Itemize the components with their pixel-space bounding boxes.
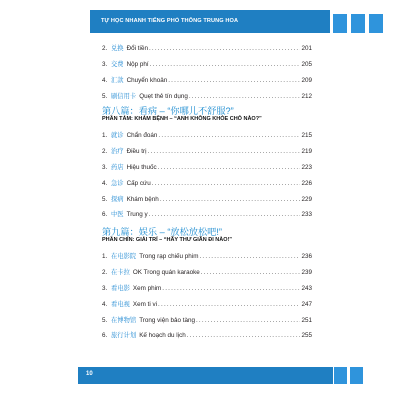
dot-leader <box>152 180 301 187</box>
toc-entry[interactable] <box>102 315 312 331</box>
entry-vietnamese: Chuyển khoản <box>126 76 168 84</box>
entry-page: 226 <box>301 179 312 187</box>
entry-page: 212 <box>301 92 312 100</box>
entry-page: 247 <box>301 300 312 308</box>
entry-chinese: 刷信用卡 <box>111 92 137 100</box>
entry-number: 3. <box>102 60 108 68</box>
toc-section-chapter-8 <box>102 130 312 225</box>
toc-section-top <box>102 43 312 107</box>
entry-vietnamese: Đổi tiền <box>126 45 148 52</box>
entry-vietnamese: Kế hoạch du lịch <box>139 332 186 340</box>
entry-number: 4. <box>102 300 108 308</box>
footer-decor-square <box>334 367 347 384</box>
dot-leader <box>148 148 301 155</box>
toc-entry[interactable] <box>102 146 312 162</box>
dot-leader <box>149 45 301 52</box>
chapter-8-title: 第八篇：看病 – “你哪儿不舒服?” <box>102 106 234 116</box>
entry-chinese: 汇款 <box>111 76 124 84</box>
entry-vietnamese: Xem phim <box>132 284 162 292</box>
entry-number: 2. <box>102 268 108 276</box>
dot-leader <box>150 61 301 68</box>
entry-chinese: 交费 <box>111 60 124 68</box>
entry-number: 2. <box>102 45 108 52</box>
entry-number: 1. <box>102 132 108 139</box>
entry-number: 1. <box>102 253 108 260</box>
entry-page: 209 <box>301 76 312 84</box>
entry-number: 2. <box>102 147 108 155</box>
entry-page: 236 <box>301 253 312 260</box>
entry-vietnamese: Quẹt thẻ tín dụng <box>139 92 188 100</box>
entry-page: 251 <box>301 316 312 324</box>
header-decor-square <box>369 14 383 33</box>
chapter-9-subtitle: PHẦN CHÍN: GIẢI TRÍ – “HÃY THƯ GIÃN ĐI NÀO!” <box>102 237 233 243</box>
toc-entry[interactable] <box>102 267 312 283</box>
entry-vietnamese: Nộp phí <box>126 60 149 68</box>
entry-vietnamese: Khám bệnh <box>126 195 159 203</box>
page-number: 10 <box>86 371 93 377</box>
toc-entry[interactable] <box>102 162 312 178</box>
entry-vietnamese: Trong viện bảo tàng <box>139 316 195 324</box>
entry-number: 3. <box>102 163 108 171</box>
dot-leader <box>187 332 301 339</box>
entry-number: 5. <box>102 195 108 203</box>
entry-number: 6. <box>102 211 108 219</box>
toc-entry[interactable] <box>102 283 312 299</box>
entry-chinese: 探病 <box>111 195 124 203</box>
entry-vietnamese: Cấp cứu <box>126 179 151 187</box>
entry-page: 239 <box>301 268 312 276</box>
header-decor-square <box>351 14 365 33</box>
dot-leader <box>201 269 301 276</box>
header-decor-square <box>333 14 347 33</box>
chapter-9-title: 第九篇：娱乐 – “放松放松吧!” <box>102 227 222 237</box>
entry-page: 205 <box>301 60 312 68</box>
entry-chinese: 在博物馆 <box>111 316 137 324</box>
dot-leader <box>158 301 300 308</box>
footer-decor-square <box>350 367 363 384</box>
entry-chinese: 治疗 <box>111 147 124 155</box>
dot-leader <box>196 317 301 324</box>
toc-entry[interactable] <box>102 43 312 59</box>
entry-vietnamese: Chẩn đoán <box>126 132 158 139</box>
entry-number: 5. <box>102 316 108 324</box>
entry-vietnamese: Trong rạp chiếu phim <box>139 253 199 260</box>
entry-chinese: 看电影 <box>111 284 130 292</box>
entry-page: 215 <box>301 132 312 139</box>
entry-number: 6. <box>102 332 108 340</box>
dot-leader <box>162 285 300 292</box>
toc-entry[interactable] <box>102 194 312 210</box>
entry-page: 233 <box>301 211 312 219</box>
dot-leader <box>168 77 300 84</box>
chapter-8-subtitle: PHẦN TÁM: KHÁM BỆNH – “ANH KHÔNG KHỎE CHỖ NÀO?” <box>102 116 262 122</box>
toc-entry[interactable] <box>102 75 312 91</box>
entry-chinese: 看电视 <box>111 300 130 308</box>
entry-page: 255 <box>301 332 312 340</box>
toc-section-chapter-9 <box>102 251 312 346</box>
entry-page: 243 <box>301 284 312 292</box>
dot-leader <box>158 132 300 139</box>
footer-bar <box>78 367 333 384</box>
toc-entry[interactable] <box>102 178 312 194</box>
toc-entry[interactable] <box>102 251 312 267</box>
entry-vietnamese: OK Trong quán karaoke <box>132 268 200 276</box>
entry-chinese: 药店 <box>111 163 124 171</box>
entry-vietnamese: Hiệu thuốc <box>126 163 157 171</box>
entry-chinese: 在电影院 <box>111 253 137 260</box>
entry-vietnamese: Trung y <box>126 211 148 219</box>
entry-number: 4. <box>102 76 108 84</box>
entry-number: 3. <box>102 284 108 292</box>
dot-leader <box>160 196 301 203</box>
entry-chinese: 在卡拉 <box>111 268 130 276</box>
entry-vietnamese: Xem ti vi <box>132 300 158 308</box>
toc-entry[interactable] <box>102 330 312 346</box>
entry-vietnamese: Điều trị <box>126 147 147 155</box>
entry-number: 5. <box>102 92 108 100</box>
toc-entry[interactable] <box>102 59 312 75</box>
entry-page: 223 <box>301 163 312 171</box>
entry-chinese: 中医 <box>111 211 124 219</box>
toc-entry[interactable] <box>102 299 312 315</box>
entry-chinese: 急诊 <box>111 179 124 187</box>
entry-chinese: 兑换 <box>111 45 124 52</box>
toc-entry[interactable] <box>102 130 312 146</box>
entry-chinese: 旅行计划 <box>111 332 137 340</box>
entry-page: 229 <box>301 195 312 203</box>
entry-page: 201 <box>301 45 312 52</box>
dot-leader <box>149 211 301 218</box>
toc-entry[interactable] <box>102 209 312 225</box>
dot-leader <box>199 253 300 260</box>
dot-leader <box>189 93 301 100</box>
running-header-title: TỰ HỌC NHANH TIẾNG PHỔ THÔNG TRUNG HOA <box>101 18 239 24</box>
dot-leader <box>158 164 301 171</box>
entry-page: 219 <box>301 147 312 155</box>
entry-chinese: 就诊 <box>111 132 124 139</box>
entry-number: 4. <box>102 179 108 187</box>
